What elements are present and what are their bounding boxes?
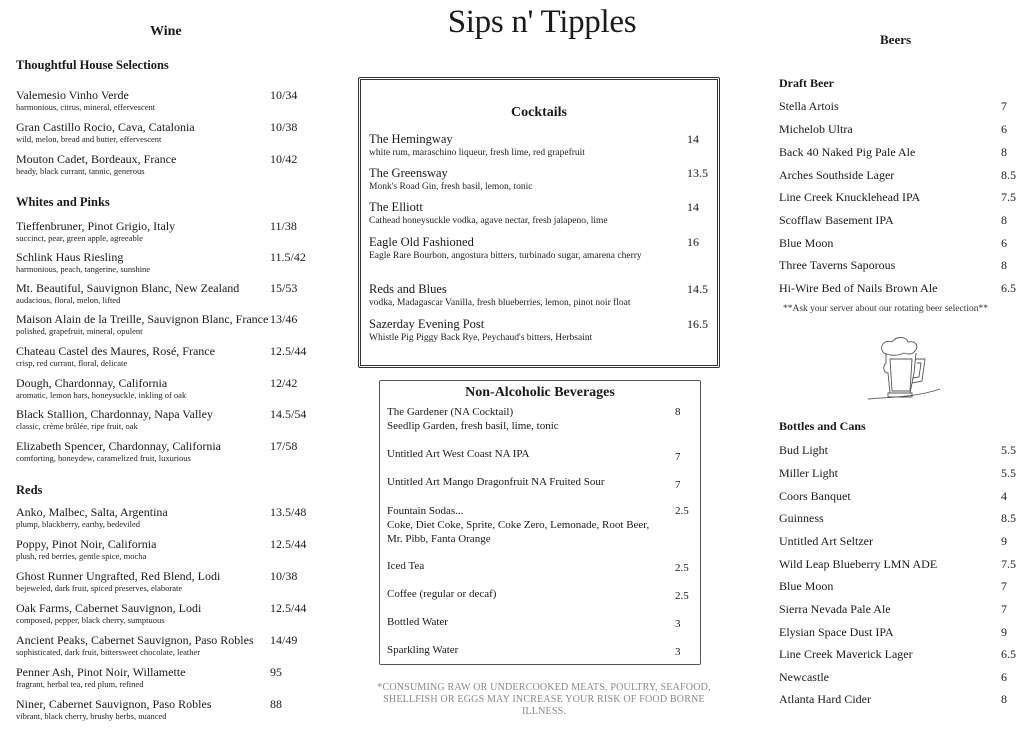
section-house-selections: Thoughtful House Selections [16, 58, 169, 72]
na-name: Untitled Art Mango Dragonfruit NA Fruited Sour [387, 476, 605, 488]
wine-item [16, 344, 316, 368]
wine-name: Niner, Cabernet Sauvignon, Paso Robles [16, 697, 212, 711]
wine-item [16, 376, 316, 400]
cocktail-name: The Hemingway [369, 132, 453, 146]
beer-name: Michelob Ultra [779, 122, 853, 136]
na-item [387, 405, 687, 433]
beer-item [779, 625, 1019, 639]
wine-price: 10/34 [270, 88, 298, 102]
na-item [387, 447, 687, 461]
beer-price: 9 [1001, 534, 1007, 548]
wine-name: Mt. Beautiful, Sauvignon Blanc, New Zealand [16, 281, 240, 295]
wine-desc: harmonious, citrus, mineral, effervescent [16, 102, 156, 112]
wine-item [16, 219, 316, 243]
wine-desc: bejeweled, dark fruit, spiced preserves, elaborate [16, 583, 183, 593]
wine-desc: plump, blackberry, earthy, bedeviled [16, 519, 140, 529]
beer-price: 6 [1001, 122, 1007, 136]
non-alcoholic-heading: Non-Alcoholic Beverages [465, 385, 615, 400]
beer-price: 5.5 [1001, 466, 1016, 480]
cocktail-name: Eagle Old Fashioned [369, 235, 474, 249]
cocktail-price: 13.5 [687, 166, 708, 180]
na-price: 7 [675, 451, 681, 463]
wine-name: Mouton Cadet, Bordeaux, France [16, 152, 177, 166]
beer-price: 7.5 [1001, 190, 1016, 204]
wine-item [16, 281, 316, 305]
wine-name: Ancient Peaks, Cabernet Sauvignon, Paso Robles [16, 633, 254, 647]
wine-price: 13/46 [270, 312, 298, 326]
cocktail-name: The Greensway [369, 166, 448, 180]
wine-price: 88 [270, 697, 282, 711]
beer-price: 9 [1001, 625, 1007, 639]
wine-price: 11/38 [270, 219, 297, 233]
wine-desc: wild, melon, bread and butter, effervescent [16, 134, 162, 144]
na-price: 2.5 [675, 505, 689, 517]
beer-name: Miller Light [779, 466, 838, 480]
na-desc: Seedlip Garden, fresh basil, lime, tonic [387, 420, 559, 432]
na-price: 3 [675, 646, 681, 658]
beer-name: Scofflaw Basement IPA [779, 213, 894, 227]
wine-price: 11.5/42 [270, 250, 306, 264]
wine-item [16, 312, 316, 336]
wine-price: 15/53 [270, 281, 298, 295]
wine-price: 12.5/44 [270, 601, 307, 615]
cocktail-price: 14 [687, 132, 699, 146]
beer-item [779, 145, 1019, 159]
beer-price: 6.5 [1001, 647, 1016, 661]
wine-desc: plush, red berries, gentle spice, mocha [16, 551, 147, 561]
beer-price: 6 [1001, 236, 1007, 250]
cocktail-desc: white rum, maraschino liqueur, fresh lime, red grapefruit [369, 148, 585, 158]
wine-item [16, 601, 316, 625]
beer-name: Bud Light [779, 443, 829, 457]
beer-item [779, 670, 1019, 684]
na-name: Bottled Water [387, 616, 448, 628]
beer-item [779, 168, 1019, 182]
wine-desc: heady, black currant, tannic, generous [16, 166, 145, 176]
wine-item [16, 120, 316, 144]
beers-heading: Beers [880, 32, 912, 47]
beer-name: Three Taverns Saporous [779, 258, 896, 272]
beer-item [779, 489, 1019, 503]
beer-name: Line Creek Maverick Lager [779, 647, 913, 661]
beer-name: Elysian Space Dust IPA [779, 625, 894, 639]
na-item [387, 643, 687, 657]
cocktail-desc: Whistle Pig Piggy Back Rye, Peychaud's bitters, Herbsaint [369, 333, 593, 343]
beer-item [779, 602, 1019, 616]
beer-item [779, 557, 1019, 571]
beer-item [779, 213, 1019, 227]
wine-price: 12/42 [270, 376, 298, 390]
beer-name: Wild Leap Blueberry LMN ADE [779, 557, 938, 571]
na-item [387, 475, 687, 489]
menu-title: Sips n' Tipples [447, 4, 637, 40]
beer-name: Atlanta Hard Cider [779, 692, 871, 706]
cocktail-desc: vodka, Madagascar Vanilla, fresh blueberries, lemon, pinot noir float [369, 298, 631, 308]
cocktail-name: The Elliott [369, 200, 423, 214]
wine-desc: aromatic, lemon bars, honeysuckle, inkling of oak [16, 390, 187, 400]
beer-price: 8.5 [1001, 168, 1016, 182]
na-desc: Coke, Diet Coke, Sprite, Coke Zero, Lemonade, Root Beer, Mr. Pibb, Fanta Orange [387, 519, 650, 545]
wine-item [16, 633, 316, 657]
wine-desc: vibrant, black cherry, brushy herbs, nuanced [16, 711, 167, 721]
wine-heading: Wine [150, 24, 182, 39]
wine-desc: composed, pepper, black cherry, sumptuous [16, 615, 165, 625]
cocktail-item [369, 235, 699, 262]
na-item [387, 504, 689, 546]
beer-price: 5.5 [1001, 443, 1016, 457]
beer-name: Hi-Wire Bed of Nails Brown Ale [779, 281, 938, 295]
wine-item [16, 407, 316, 431]
beer-mug-icon [862, 333, 942, 403]
wine-desc: fragrant, herbal tea, red plum, refined [16, 679, 144, 689]
beer-price: 6 [1001, 670, 1007, 684]
cocktails-heading: Cocktails [511, 105, 567, 120]
beer-item [779, 122, 1019, 136]
beer-item [779, 466, 1019, 480]
wine-price: 13.5/48 [270, 505, 307, 519]
beer-name: Blue Moon [779, 236, 834, 250]
wine-name: Elizabeth Spencer, Chardonnay, California [16, 439, 222, 453]
wine-name: Chateau Castel des Maures, Rosé, France [16, 344, 215, 358]
na-price: 2.5 [675, 590, 689, 602]
beer-name: Blue Moon [779, 579, 834, 593]
section-whites-pinks: Whites and Pinks [16, 195, 110, 209]
food-safety-disclaimer: *CONSUMING RAW OR UNDERCOOKED MEATS, POULTRY, SEAFOOD, SHELLFISH OR EGGS MAY INCREASE YOUR RISK OF FOOD BORNE ILLNESS. [377, 682, 711, 717]
wine-item [16, 505, 316, 529]
section-bottles-cans: Bottles and Cans [779, 419, 866, 433]
beer-price: 4 [1001, 489, 1007, 503]
wine-name: Valemesio Vinho Verde [16, 88, 129, 102]
wine-item [16, 665, 316, 689]
cocktail-item [369, 166, 709, 193]
wine-desc: sophisticated, dark fruit, bittersweet chocolate, leather [16, 647, 201, 657]
beer-price: 7 [1001, 99, 1007, 113]
cocktail-desc: Cathead honeysuckle vodka, agave nectar, fresh jalapeno, lime [369, 216, 608, 226]
cocktail-name: Reds and Blues [369, 282, 447, 296]
beer-item [779, 692, 1019, 706]
wine-desc: crisp, red currant, floral, delicate [16, 358, 128, 368]
beer-price: 7 [1001, 602, 1007, 616]
beer-price: 8 [1001, 213, 1007, 227]
wine-item [16, 250, 316, 274]
rotating-beer-note: **Ask your server about our rotating beer selection** [783, 304, 988, 314]
beer-name: Line Creek Knucklehead IPA [779, 190, 921, 204]
non-alcoholic-panel [379, 380, 701, 665]
wine-price: 10/38 [270, 120, 298, 134]
wine-price: 95 [270, 665, 282, 679]
wine-item [16, 88, 316, 112]
wine-price: 17/58 [270, 439, 298, 453]
beer-item [779, 579, 1019, 593]
beer-item [779, 443, 1019, 457]
cocktail-name: Sazerday Evening Post [369, 317, 485, 331]
beer-item [779, 281, 1019, 295]
beer-price: 7.5 [1001, 557, 1016, 571]
beer-name: Newcastle [779, 670, 829, 684]
wine-name: Black Stallion, Chardonnay, Napa Valley [16, 407, 213, 421]
wine-name: Schlink Haus Riesling [16, 250, 124, 264]
beer-price: 8 [1001, 692, 1007, 706]
wine-price: 14/49 [270, 633, 298, 647]
section-reds: Reds [16, 483, 43, 497]
cocktail-item [369, 317, 709, 344]
beer-item [779, 99, 1019, 113]
na-price: 7 [675, 479, 681, 491]
cocktail-desc: Monk's Road Gin, fresh basil, lemon, tonic [369, 182, 533, 192]
wine-price: 10/42 [270, 152, 298, 166]
beer-price: 8 [1001, 145, 1007, 159]
na-price: 3 [675, 618, 681, 630]
cocktail-desc: Eagle Rare Bourbon, angostura bitters, turbinado sugar, amarena cherry [369, 251, 642, 261]
wine-name: Oak Farms, Cabernet Sauvignon, Lodi [16, 601, 202, 615]
beer-name: Back 40 Naked Pig Pale Ale [779, 145, 916, 159]
wine-name: Dough, Chardonnay, California [16, 376, 168, 390]
wine-desc: classic, crème brûlée, ripe fruit, oak [16, 421, 138, 431]
wine-name: Anko, Malbec, Salta, Argentina [16, 505, 168, 519]
beer-item [779, 647, 1019, 661]
wine-name: Poppy, Pinot Noir, California [16, 537, 157, 551]
wine-item [16, 152, 316, 176]
beer-name: Stella Artois [779, 99, 839, 113]
beer-name: Untitled Art Seltzer [779, 534, 873, 548]
beer-item [779, 511, 1019, 525]
wine-name: Tieffenbruner, Pinot Grigio, Italy [16, 219, 176, 233]
beer-name: Arches Southside Lager [779, 168, 895, 182]
wine-name: Ghost Runner Ungrafted, Red Blend, Lodi [16, 569, 221, 583]
beer-item [779, 236, 1019, 250]
wine-name: Maison Alain de la Treille, Sauvignon Blanc, France [16, 312, 269, 326]
wine-item [16, 569, 316, 593]
cocktail-item [369, 132, 709, 159]
wine-price: 14.5/54 [270, 407, 307, 421]
wine-price: 12.5/44 [270, 344, 307, 358]
wine-item [16, 697, 316, 721]
wine-name: Penner Ash, Pinot Noir, Willamette [16, 665, 186, 679]
na-name: Coffee (regular or decaf) [387, 588, 497, 600]
wine-desc: succinct, pear, green apple, agreeable [16, 233, 143, 243]
na-item [387, 559, 687, 573]
na-name: The Gardener (NA Cocktail) [387, 406, 514, 418]
na-item [387, 587, 687, 601]
wine-name: Gran Castillo Rocio, Cava, Catalonia [16, 120, 195, 134]
na-item [387, 615, 687, 629]
na-name: Untitled Art West Coast NA IPA [387, 448, 530, 460]
wine-item [16, 439, 316, 463]
wine-price: 10/38 [270, 569, 298, 583]
beer-name: Guinness [779, 511, 824, 525]
beer-price: 6.5 [1001, 281, 1016, 295]
wine-item [16, 537, 316, 561]
beer-price: 8 [1001, 258, 1007, 272]
beer-item [779, 190, 1019, 204]
wine-desc: comforting, honeydew, caramelized fruit, luxurious [16, 453, 191, 463]
wine-desc: polished, grapefruit, mineral, opulent [16, 326, 143, 336]
na-name: Sparkling Water [387, 644, 459, 656]
beer-name: Coors Banquet [779, 489, 851, 503]
cocktails-panel [358, 77, 720, 368]
beer-price: 7 [1001, 579, 1007, 593]
wine-price: 12.5/44 [270, 537, 307, 551]
cocktail-price: 16 [687, 235, 699, 249]
wine-desc: audacious, floral, melon, lifted [16, 295, 121, 305]
section-draft-beer: Draft Beer [779, 76, 834, 90]
cocktail-price: 16.5 [687, 317, 708, 331]
beer-price: 8.5 [1001, 511, 1016, 525]
na-price: 8 [675, 406, 681, 418]
na-name: Fountain Sodas... [387, 505, 464, 517]
beer-name: Sierra Nevada Pale Ale [779, 602, 891, 616]
beer-item [779, 534, 1019, 548]
cocktail-price: 14.5 [687, 282, 708, 296]
cocktail-item [369, 282, 709, 309]
wine-desc: harmonious, peach, tangerine, sunshine [16, 264, 151, 274]
na-name: Iced Tea [387, 560, 425, 572]
beer-item [779, 258, 1019, 272]
cocktail-item [369, 200, 709, 227]
cocktail-price: 14 [687, 200, 699, 214]
na-price: 2.5 [675, 562, 689, 574]
